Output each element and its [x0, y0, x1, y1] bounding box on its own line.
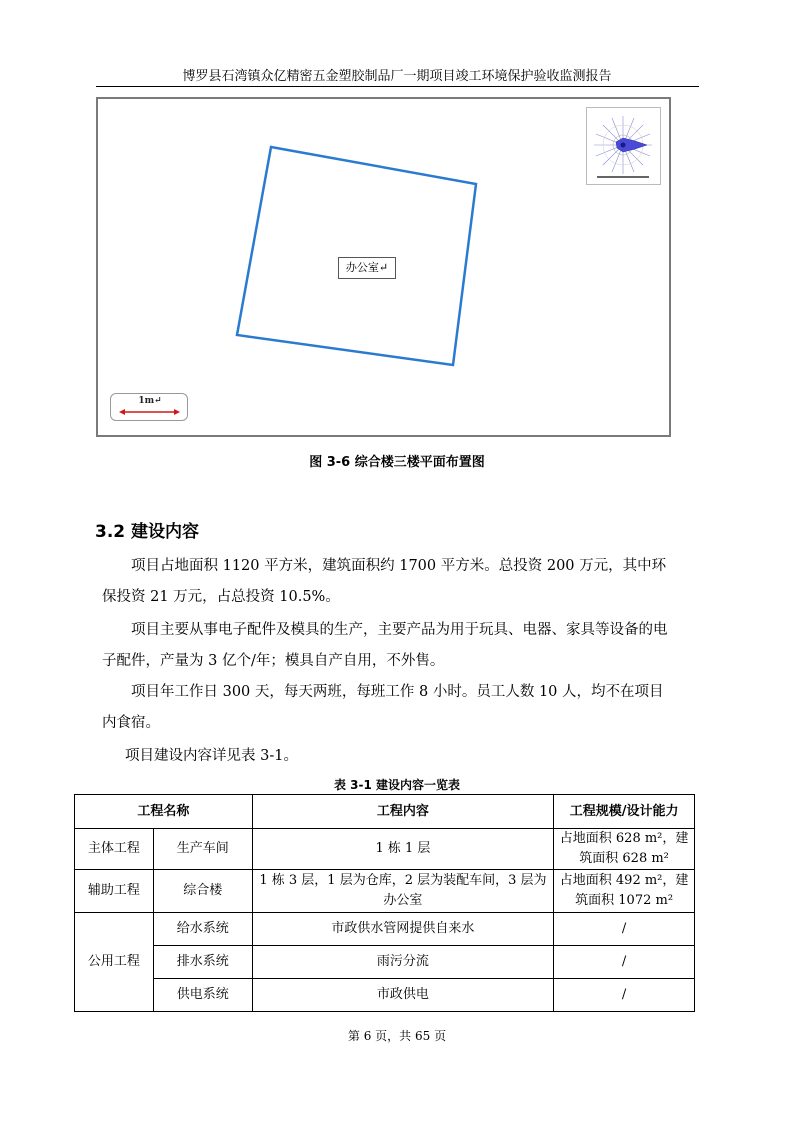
- row-name: 给水系统: [153, 913, 252, 946]
- row-category: 公用工程: [75, 913, 154, 1012]
- row-content: 市政供水管网提供自来水: [252, 913, 553, 946]
- construction-content-table: [74, 794, 695, 1012]
- header-project-name: 工程名称: [75, 795, 253, 829]
- row-name: 排水系统: [153, 946, 252, 979]
- row-category: 辅助工程: [75, 870, 154, 913]
- table-row: [75, 829, 695, 870]
- row-scale: 占地面积 628 m²，建筑面积 628 m²: [554, 829, 695, 870]
- paragraph-products: 项目主要从事电子配件及模具的生产，主要产品为用于玩具、电器、家具等设备的电子配件，产量为 3 亿个/年；模具自产自用，不外售。: [102, 622, 668, 669]
- building-outline: [237, 147, 476, 365]
- table-row: [75, 979, 695, 1012]
- report-header-title: 博罗县石湾镇众亿精密五金塑胶制品厂一期项目竣工环境保护验收监测报告: [182, 69, 612, 84]
- header-project-scale: 工程规模/设计能力: [554, 795, 695, 829]
- row-scale: 占地面积 492 m²，建筑面积 1072 m²: [554, 870, 695, 913]
- scale-bar-label: 1m↵: [138, 396, 162, 406]
- table-header-row: [75, 795, 695, 829]
- paragraph-work-schedule: 项目年工作日 300 天，每天两班，每班工作 8 小时。员工人数 10 人，均不在项目内食宿。: [102, 684, 664, 731]
- row-scale: /: [554, 913, 695, 946]
- section-heading: 3.2 建设内容: [95, 522, 200, 542]
- office-room-label: 办公室↵: [338, 257, 396, 279]
- paragraph-area-investment: 项目占地面积 1120 平方米，建筑面积约 1700 平方米。总投资 200 万元，其中环保投资 21 万元，占总投资 10.5%。: [102, 558, 667, 605]
- row-name: 生产车间: [153, 829, 252, 870]
- table-row: [75, 946, 695, 979]
- floor-plan-figure: [96, 97, 671, 437]
- table-caption: 表 3-1 建设内容一览表: [333, 778, 461, 792]
- row-scale: /: [554, 979, 695, 1012]
- row-content: 1 栋 3 层，1 层为仓库，2 层为装配车间，3 层为办公室: [252, 870, 553, 913]
- table-row: [75, 913, 695, 946]
- wind-rose-icon: [586, 107, 661, 185]
- row-content: 市政供电: [252, 979, 553, 1012]
- figure-caption: 图 3-6 综合楼三楼平面布置图: [309, 455, 485, 470]
- header-divider: [96, 86, 699, 87]
- scale-bar: [110, 393, 188, 421]
- row-name: 综合楼: [153, 870, 252, 913]
- row-content: 1 栋 1 层: [252, 829, 553, 870]
- table-row: [75, 870, 695, 913]
- row-name: 供电系统: [153, 979, 252, 1012]
- row-content: 雨污分流: [252, 946, 553, 979]
- row-scale: /: [554, 946, 695, 979]
- row-category: 主体工程: [75, 829, 154, 870]
- header-project-content: 工程内容: [252, 795, 553, 829]
- paragraph-table-reference: 项目建设内容详见表 3-1。: [125, 748, 298, 764]
- page-footer: 第 6 页，共 65 页: [347, 1029, 447, 1043]
